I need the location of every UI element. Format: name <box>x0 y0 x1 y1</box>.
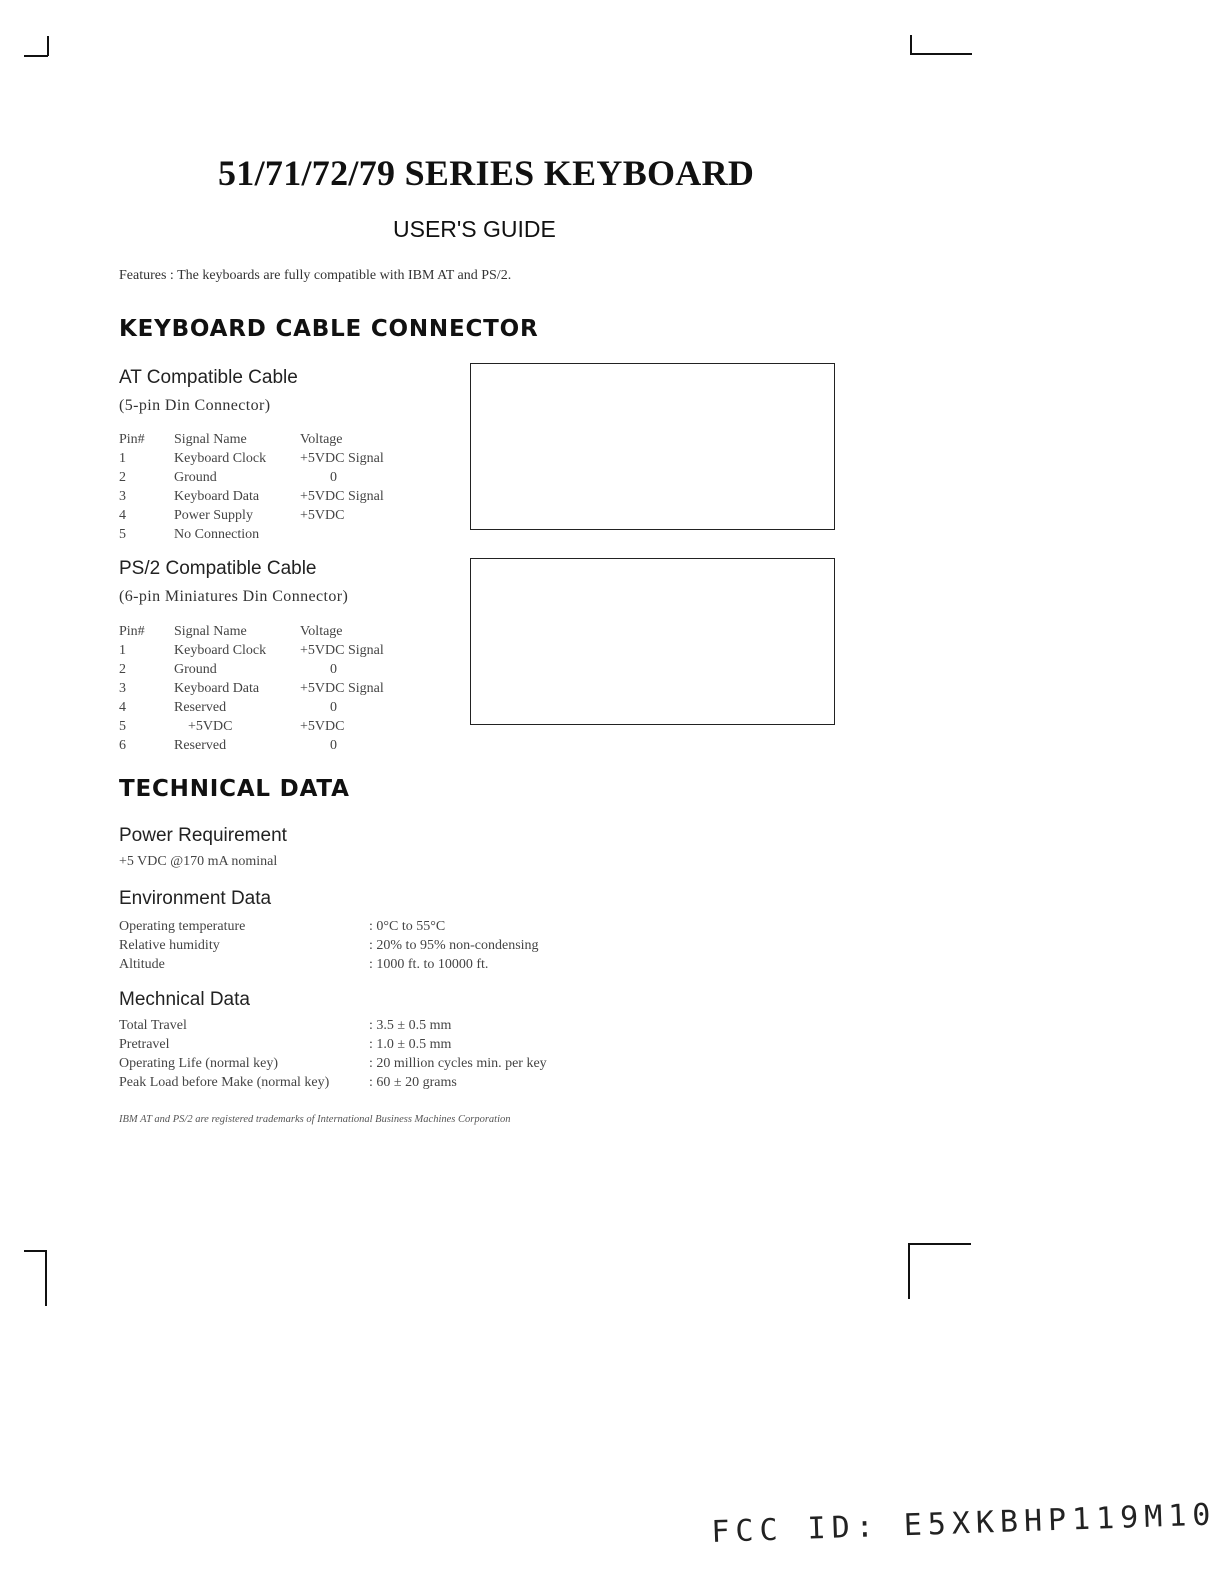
column-header: Voltage <box>300 432 343 447</box>
table-row <box>119 736 410 755</box>
column-header: Pin# <box>119 432 145 447</box>
pin-number: 5 <box>119 719 126 734</box>
signal-name: Ground <box>174 470 217 485</box>
power-requirement-value: +5 VDC @170 mA nominal <box>119 854 278 869</box>
pin-number: 1 <box>119 451 126 466</box>
voltage: +5VDC Signal <box>300 681 384 696</box>
crop-mark-bottom-right <box>908 1243 971 1245</box>
crop-mark-top-right <box>910 53 972 55</box>
table-row <box>119 698 410 717</box>
crop-mark-top-left-v <box>47 36 49 56</box>
table-header-row <box>119 622 410 641</box>
list-item <box>119 1035 719 1054</box>
signal-name: Reserved <box>174 738 227 753</box>
table-row <box>119 525 410 544</box>
signal-name: +5VDC <box>188 719 233 734</box>
table-row <box>119 679 410 698</box>
at-cable-title: AT Compatible Cable <box>119 367 298 388</box>
signal-name: Keyboard Data <box>174 681 260 696</box>
pin-number: 4 <box>119 700 126 715</box>
cable-connector-heading: KEYBOARD CABLE CONNECTOR <box>119 316 539 342</box>
pin-number: 5 <box>119 527 126 542</box>
spec-value: : 0°C to 55°C <box>369 919 446 934</box>
spec-value: : 1000 ft. to 10000 ft. <box>369 957 489 972</box>
table-row <box>119 717 410 736</box>
spec-value: : 1.0 ± 0.5 mm <box>369 1037 452 1052</box>
environment-data-title: Environment Data <box>119 888 272 909</box>
spec-value: : 60 ± 20 grams <box>369 1075 457 1090</box>
pin-number: 2 <box>119 470 126 485</box>
signal-name: No Connection <box>174 527 260 542</box>
crop-mark-bottom-left-v <box>45 1250 47 1306</box>
signal-name: Ground <box>174 662 217 677</box>
table-row <box>119 487 410 506</box>
spec-label: Operating temperature <box>119 919 246 934</box>
environment-data-list <box>119 917 719 974</box>
at-pin-table <box>119 430 410 544</box>
voltage: 0 <box>330 470 337 485</box>
column-header: Signal Name <box>174 624 247 639</box>
spec-label: Total Travel <box>119 1018 187 1033</box>
signal-name: Reserved <box>174 700 227 715</box>
fcc-id-handwritten: FCC ID: E5XKBHP119M10 <box>710 1497 1217 1550</box>
signal-name: Keyboard Clock <box>174 643 267 658</box>
voltage: 0 <box>330 738 337 753</box>
table-row <box>119 660 410 679</box>
table-row <box>119 506 410 525</box>
spec-label: Pretravel <box>119 1037 170 1052</box>
signal-name: Keyboard Clock <box>174 451 267 466</box>
voltage: +5VDC Signal <box>300 451 384 466</box>
voltage: +5VDC <box>300 719 345 734</box>
trademark-note: IBM AT and PS/2 are registered trademarks of International Business Machines Corporation <box>119 1114 511 1125</box>
list-item <box>119 917 719 936</box>
list-item <box>119 1073 719 1092</box>
column-header: Pin# <box>119 624 145 639</box>
ps2-pin-table <box>119 622 410 755</box>
signal-name: Power Supply <box>174 508 253 523</box>
table-row <box>119 449 410 468</box>
pin-number: 6 <box>119 738 126 753</box>
voltage: +5VDC Signal <box>300 643 384 658</box>
voltage: +5VDC Signal <box>300 489 384 504</box>
pin-number: 2 <box>119 662 126 677</box>
crop-mark-top-right-v <box>910 35 912 54</box>
ps2-connector-diagram-box <box>470 558 835 725</box>
at-connector-type: (5-pin Din Connector) <box>119 397 271 414</box>
voltage <box>300 525 410 544</box>
list-item <box>119 1016 719 1035</box>
spec-value: : 20 million cycles min. per key <box>369 1056 547 1071</box>
at-connector-diagram-box <box>470 363 835 530</box>
pin-number: 3 <box>119 681 126 696</box>
crop-mark-bottom-left <box>24 1250 46 1252</box>
voltage: 0 <box>330 662 337 677</box>
document-subtitle: USER'S GUIDE <box>393 216 556 242</box>
power-requirement-title: Power Requirement <box>119 825 287 846</box>
features-line: Features : The keyboards are fully compatible with IBM AT and PS/2. <box>119 268 512 283</box>
voltage: +5VDC <box>300 508 345 523</box>
table-header-row <box>119 430 410 449</box>
table-row <box>119 641 410 660</box>
list-item <box>119 1054 719 1073</box>
crop-mark-bottom-right-v <box>908 1243 910 1299</box>
signal-name: Keyboard Data <box>174 489 260 504</box>
mechanical-data-title: Mechnical Data <box>119 989 250 1010</box>
table-row <box>119 468 410 487</box>
pin-number: 4 <box>119 508 126 523</box>
ps2-cable-title: PS/2 Compatible Cable <box>119 558 317 579</box>
ps2-connector-type: (6-pin Miniatures Din Connector) <box>119 588 349 605</box>
spec-label: Peak Load before Make (normal key) <box>119 1075 330 1090</box>
spec-label: Relative humidity <box>119 938 220 953</box>
mechanical-data-list <box>119 1016 719 1092</box>
pin-number: 3 <box>119 489 126 504</box>
spec-value: : 3.5 ± 0.5 mm <box>369 1018 452 1033</box>
voltage: 0 <box>330 700 337 715</box>
list-item <box>119 955 719 974</box>
crop-mark-top-left <box>24 55 48 57</box>
pin-number: 1 <box>119 643 126 658</box>
technical-data-heading: TECHNICAL DATA <box>119 776 350 802</box>
spec-label: Operating Life (normal key) <box>119 1056 278 1071</box>
column-header: Signal Name <box>174 432 247 447</box>
document-title: 51/71/72/79 SERIES KEYBOARD <box>218 153 755 193</box>
column-header: Voltage <box>300 624 343 639</box>
spec-label: Altitude <box>119 957 165 972</box>
list-item <box>119 936 719 955</box>
spec-value: : 20% to 95% non-condensing <box>369 938 539 953</box>
